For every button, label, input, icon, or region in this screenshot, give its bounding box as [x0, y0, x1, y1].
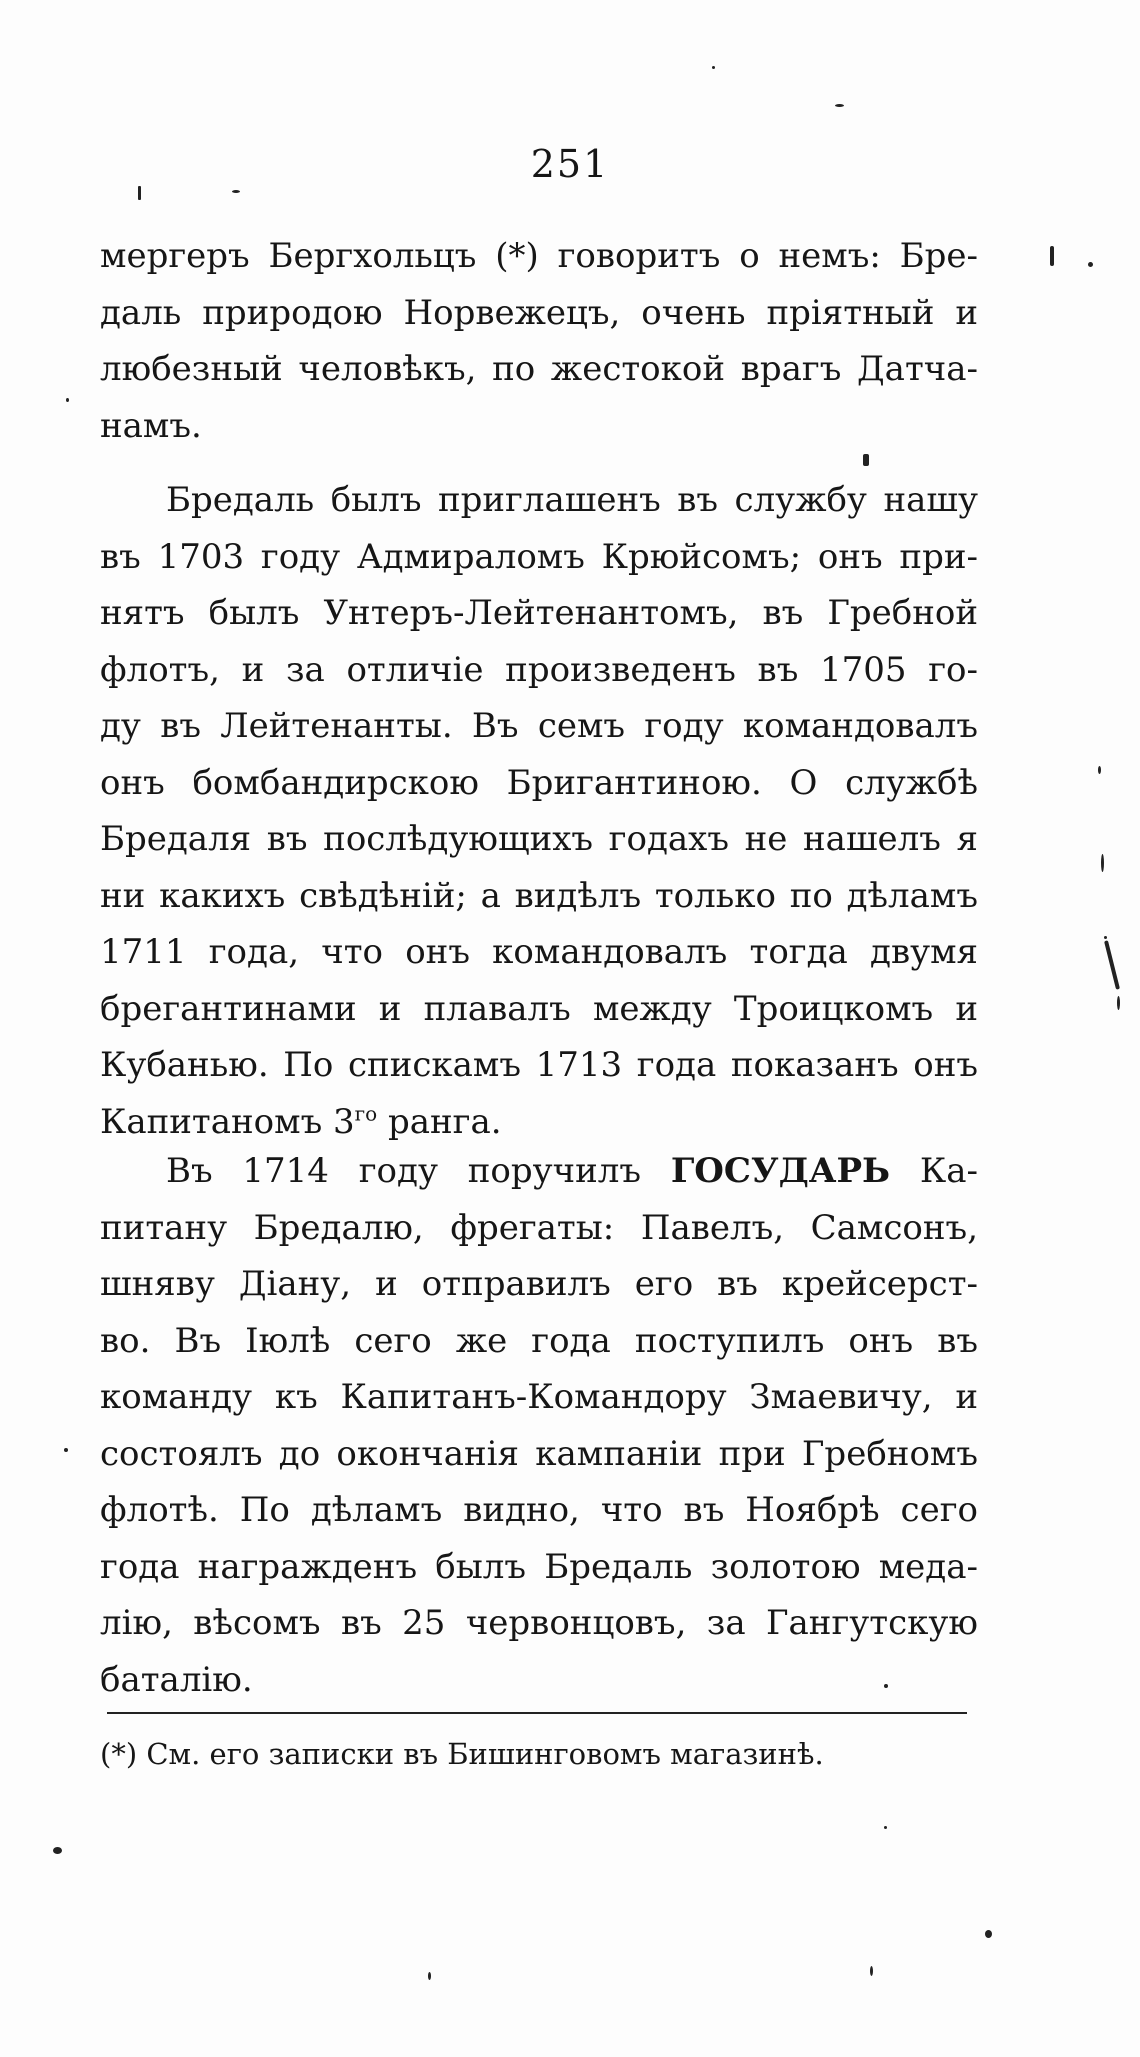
text-run: Въ 1714 году поручилъ — [166, 1151, 671, 1191]
scan-speck — [66, 398, 69, 402]
page-number: 251 — [530, 142, 610, 186]
scan-speck — [985, 1930, 992, 1938]
text-line: флотѣ. По дѣламъ видно, что въ Ноябрѣ сего — [100, 1490, 978, 1530]
scan-speck — [138, 186, 141, 200]
scan-speck — [1104, 940, 1120, 989]
scan-speck — [64, 1448, 68, 1452]
text-line — [100, 1094, 978, 1151]
scan-speck — [53, 1847, 62, 1854]
scan-speck — [870, 1966, 873, 1976]
text-line — [100, 1143, 978, 1200]
scan-speck — [1050, 246, 1054, 266]
footnote: (*) См. его записки въ Бишинговомъ магазинѣ. — [100, 1737, 824, 1771]
paragraph-frigates — [100, 1143, 978, 1708]
text-line: Бредаль былъ приглашенъ въ службу нашу — [166, 480, 978, 520]
text-line: флотъ, и за отличіе произведенъ въ 1705 го- — [100, 649, 978, 690]
emphasis-sovereign: ГОСУДАРЬ — [670, 1151, 891, 1191]
text-line: 1711 года, что онъ командовалъ тогда двумя — [100, 932, 978, 972]
paragraph-bredal-service — [100, 472, 978, 1150]
footnote-rule — [107, 1712, 967, 1714]
scan-speck — [884, 1826, 887, 1829]
text-run: Ка- — [890, 1151, 978, 1191]
scan-speck — [1104, 936, 1107, 939]
paragraph-continuation — [100, 228, 978, 454]
text-line: мергеръ Бергхольцъ (*) говоритъ о немъ: Бре- — [100, 236, 978, 276]
text-line: состоялъ до окончанія кампаніи при Гребномъ — [100, 1433, 978, 1474]
scan-speck — [1088, 262, 1093, 267]
text-line: лію, вѣсомъ въ 25 червонцовъ, за Гангутскую — [100, 1603, 978, 1643]
text-line: ни какихъ свѣдѣній; а видѣлъ только по дѣламъ — [100, 875, 978, 916]
scan-speck — [863, 454, 869, 466]
text-line: баталію. — [100, 1659, 253, 1700]
scan-speck — [835, 104, 844, 107]
text-line: года награжденъ былъ Бредаль золотою меда- — [100, 1546, 978, 1587]
text-line: Кубанью. По спискамъ 1713 года показанъ онъ — [100, 1045, 978, 1085]
text-line: во. Въ Іюлѣ сего же года поступилъ онъ въ — [100, 1320, 978, 1361]
text-line: любезный человѣкъ, по жестокой врагъ Датча- — [100, 349, 978, 389]
text-line: команду къ Капитанъ-Командору Змаевичу, и — [100, 1377, 978, 1417]
scan-speck — [884, 1684, 888, 1688]
scan-speck — [712, 66, 715, 69]
text-line: ду въ Лейтенанты. Въ семъ году командовалъ — [100, 706, 978, 746]
scan-speck — [428, 1972, 431, 1980]
text-line: брегантинами и плавалъ между Троицкомъ и — [100, 988, 978, 1029]
scan-speck — [1101, 854, 1104, 872]
text-run: Капитаномъ 3 — [100, 1101, 355, 1142]
text-line: Бредаля въ послѣдующихъ годахъ не нашелъ я — [100, 819, 978, 859]
ordinal-superscript: го — [354, 1101, 378, 1126]
text-line: шняву Діану, и отправилъ его въ крейсерст- — [100, 1264, 978, 1304]
text-run: ранга. — [377, 1101, 502, 1142]
scan-speck — [232, 190, 240, 193]
scan-speck — [1117, 996, 1120, 1010]
text-line: даль природою Норвежецъ, очень пріятный и — [100, 292, 978, 333]
text-line: онъ бомбандирскою Бригантиною. О службѣ — [100, 762, 978, 803]
text-line: питану Бредалю, фрегаты: Павелъ, Самсонъ, — [100, 1207, 978, 1248]
scan-speck — [1098, 766, 1101, 774]
text-line: нятъ былъ Унтеръ-Лейтенантомъ, въ Гребной — [100, 593, 978, 633]
text-line: намъ. — [100, 405, 202, 446]
text-line: въ 1703 году Адмираломъ Крюйсомъ; онъ при- — [100, 536, 978, 577]
